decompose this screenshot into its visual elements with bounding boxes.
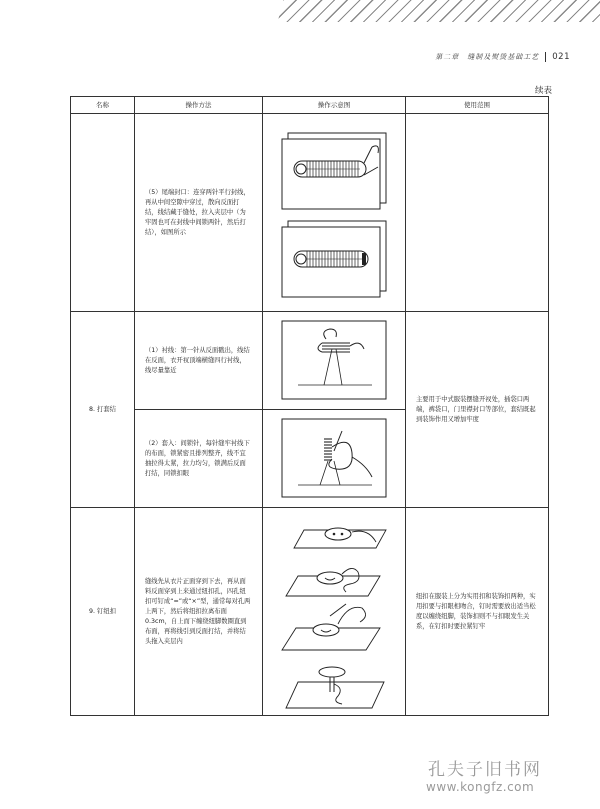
column-header-method: 操作方法: [135, 97, 263, 114]
column-header-name: 名称: [71, 97, 135, 114]
chapter-title: 第二章 缝制及熨烫基础工艺: [435, 53, 540, 61]
row-method: （5）尾端封口：连穿两针平行封线，再从中间空隙中穿过，散向反面打结，线结藏于缝处，拉入夹层中（为牢固也可在封线中间锁两针，然后打结），如图所示: [135, 114, 263, 312]
stitch-table: [70, 96, 549, 716]
bar-tack-wrap-cell: [263, 410, 406, 508]
bar-tack-foundation-cell: [263, 312, 406, 410]
button-sewing-cell: [263, 508, 406, 716]
table-row: [71, 312, 549, 410]
watermark-url: www.kongfz.com: [426, 780, 535, 794]
bar-tack-wrap-illustration: [280, 417, 388, 501]
buttonhole-seal-illustration: [274, 123, 394, 303]
row-method: （2）套入：间锁针，每针缝牢衬线下的布面，锁紧密且排列整齐，线不宜抽拉得太紧，拉力均匀，锁满后反面打结，同锁扣眼: [135, 410, 263, 508]
column-header-usage: 使用范围: [406, 97, 549, 114]
table-row: [71, 114, 549, 312]
watermark-text: 孔夫子旧书网: [428, 760, 542, 780]
bar-tack-foundation-illustration: [280, 319, 388, 403]
table-header-row: [71, 97, 549, 114]
page-number: 021: [552, 52, 570, 62]
row-name: [71, 114, 135, 312]
buttonhole-diagram-cell: [263, 114, 406, 312]
row-method: 缝线先从衣片正面穿到下去，再从面料反面穿到上来通过纽扣孔，四孔纽扣可钉成“=”或“×”型，通常每对孔两上两下，然后将纽扣拉离布面0.3cm，自上而下缠绕纽脚数圈直到布面，再将线引到反面打结，并将结头拖入夹层内: [135, 508, 263, 716]
running-head: [435, 52, 570, 62]
row-method: （1）衬线：第一针从反面戳出，线结在反面，衣开衩顶端横缝四行衬线，线尽量靠近: [135, 312, 263, 410]
button-sewing-illustration: [272, 512, 396, 712]
header-hatch-decoration: [270, 0, 600, 22]
row-usage: 主要用于中式服装摆缝开衩处，插袋口两端，裤袋口，门里襟封口等部位，套结既起到装饰作用又增加牢度: [406, 312, 549, 508]
continued-label: 续表: [534, 86, 552, 96]
table-row: [71, 508, 549, 716]
row-usage: 纽扣在服装上分为实用扣和装饰扣两种，实用扣要与扣眼相吻合，钉时需要放出适当松度以缠绕纽脚，装饰扣则不与扣眼发生关系，在钉扣时要拉紧钉牢: [406, 508, 549, 716]
row-name: 8. 打套结: [71, 312, 135, 508]
row-name: 9. 钉纽扣: [71, 508, 135, 716]
header-divider: [545, 52, 546, 62]
row-usage: [406, 114, 549, 312]
column-header-diagram: 操作示意图: [263, 97, 406, 114]
